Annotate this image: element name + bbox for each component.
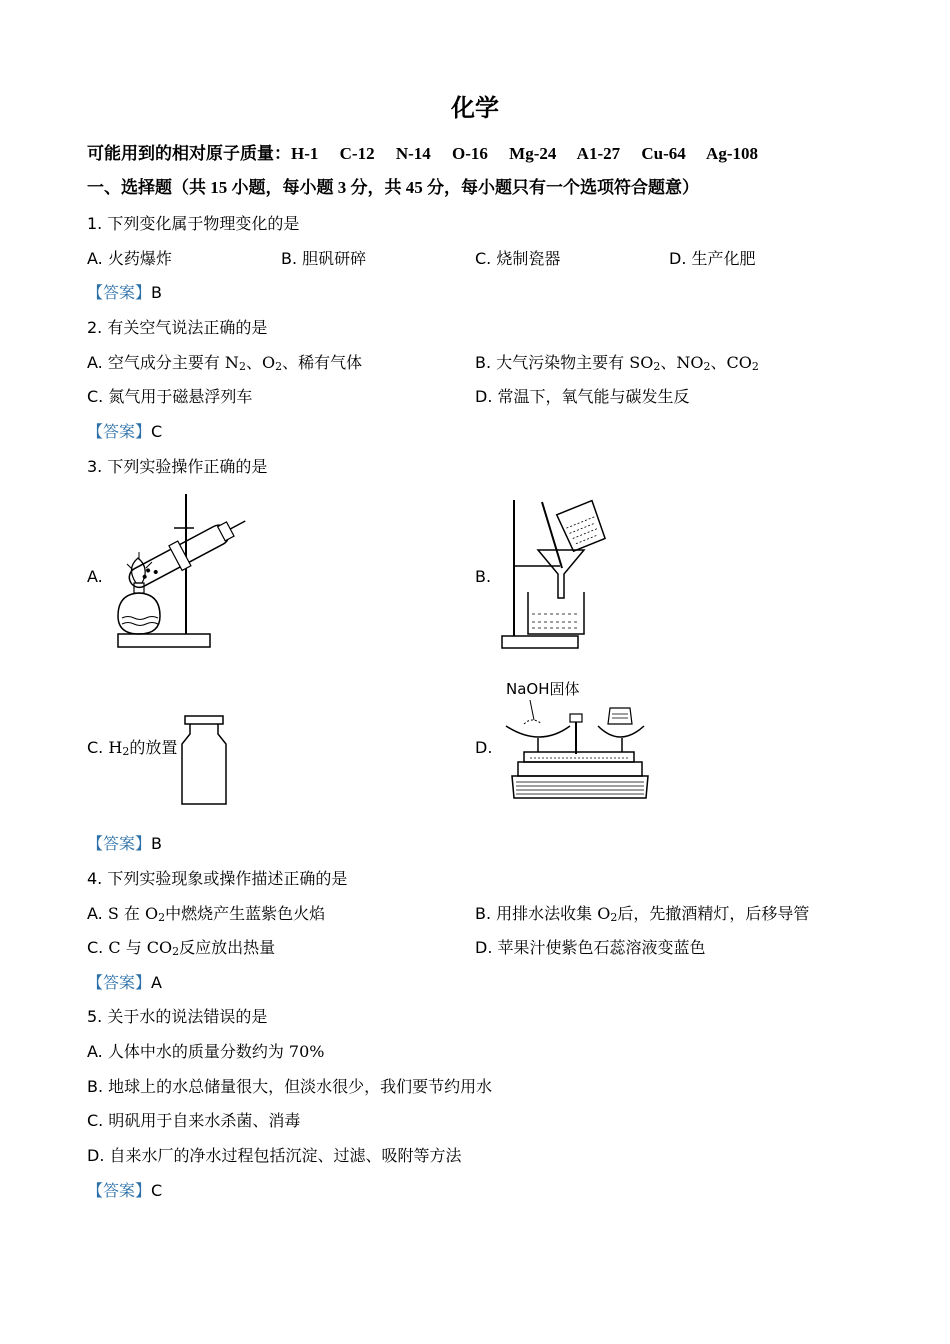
subscript: 2 — [751, 360, 759, 373]
option-label: A. — [87, 249, 103, 268]
q5-answer — [87, 1181, 162, 1201]
option-label: D. — [475, 387, 493, 406]
q1-option-a — [87, 249, 172, 269]
q2-option-d — [475, 387, 690, 407]
question-2-stem — [87, 318, 267, 338]
question-number: 3. — [87, 457, 103, 476]
q2-option-a — [87, 353, 362, 373]
answer-tag: 【答案】 — [87, 973, 152, 992]
q1-option-c — [475, 249, 560, 269]
q2-option-b — [475, 353, 759, 373]
option-text: 自来水厂的净水过程包括沉淀、过滤、吸附等方法 — [109, 1146, 462, 1165]
answer-value: C — [151, 1181, 163, 1200]
option-text: 火药爆炸 — [107, 249, 172, 268]
option-text: 大气污染物主要有 SO — [496, 353, 654, 372]
q4-answer — [87, 973, 162, 993]
option-label: C. — [87, 387, 104, 406]
option-label: D. — [87, 1146, 105, 1165]
q4-option-d — [475, 938, 706, 958]
option-label: B. — [475, 904, 492, 923]
option-label: A. — [87, 353, 103, 372]
q5-option-d — [87, 1146, 462, 1166]
option-text: 苹果汁使紫色石蕊溶液变蓝色 — [497, 938, 706, 957]
q4-option-b — [475, 904, 809, 924]
stem-text: 下列变化属于物理变化的是 — [107, 214, 300, 233]
stem-text: 关于水的说法错误的是 — [107, 1007, 268, 1026]
option-label: A. — [87, 1042, 103, 1061]
q5-option-b — [87, 1077, 492, 1097]
q1-answer — [87, 283, 162, 303]
subscript: 2 — [275, 360, 283, 373]
question-number: 1. — [87, 214, 103, 233]
option-label: B. — [87, 1077, 104, 1096]
option-text: 烧制瓷器 — [496, 249, 561, 268]
option-text: S 在 O — [107, 904, 159, 923]
atomic-mass-header: 可能用到的相对原子质量：H-1 C-12 N-14 O-16 Mg-24 A1-27 Cu-64 Ag-108 — [87, 144, 758, 163]
question-1-stem — [87, 214, 299, 234]
balance-weighing-figure — [500, 676, 650, 802]
heating-test-tube-figure — [108, 488, 258, 653]
subscript: 2 — [158, 911, 166, 924]
option-text: 的放置 — [129, 738, 178, 757]
option-text: 反应放出热量 — [179, 938, 276, 957]
option-text: 胆矾研碎 — [302, 249, 367, 268]
subscript: 2 — [610, 911, 618, 924]
q3-option-b-label: B. — [475, 567, 492, 586]
q4-option-a — [87, 904, 325, 924]
subscript: 2 — [238, 360, 246, 373]
answer-tag: 【答案】 — [87, 283, 152, 302]
option-text: 人体中水的质量分数约为 70% — [107, 1042, 325, 1061]
page-title: 化学 — [451, 93, 499, 122]
answer-value: B — [151, 283, 162, 302]
question-5-stem — [87, 1007, 267, 1027]
answer-tag: 【答案】 — [87, 422, 152, 441]
stem-text: 有关空气说法正确的是 — [107, 318, 268, 337]
q2-option-c — [87, 387, 252, 407]
answer-value: C — [151, 422, 163, 441]
subscript: 2 — [653, 360, 661, 373]
answer-value: B — [151, 834, 162, 853]
answer-tag: 【答案】 — [87, 1181, 152, 1200]
answer-tag: 【答案】 — [87, 834, 152, 853]
option-label: B. — [475, 353, 492, 372]
gas-bottle-figure — [178, 714, 230, 806]
q1-option-d — [669, 249, 756, 269]
option-label: C. — [87, 1111, 104, 1130]
question-3-stem — [87, 457, 267, 477]
option-text: 、CO — [710, 353, 752, 372]
option-label: C. — [87, 938, 104, 957]
question-4-stem — [87, 869, 347, 889]
option-text: 常温下，氧气能与碳发生反 — [497, 387, 690, 406]
answer-value: A — [151, 973, 162, 992]
question-number: 4. — [87, 869, 103, 888]
q2-answer — [87, 422, 162, 442]
q3-answer — [87, 834, 162, 854]
option-text: 生产化肥 — [691, 249, 756, 268]
q3-option-d-label: D. — [475, 738, 493, 757]
question-number: 5. — [87, 1007, 103, 1026]
option-text: 地球上的水总储量很大，但淡水很少，我们要节约用水 — [108, 1077, 493, 1096]
q3-option-a-label: A. — [87, 567, 103, 586]
option-text: 空气成分主要有 N — [107, 353, 239, 372]
option-label: B. — [281, 249, 298, 268]
question-number: 2. — [87, 318, 103, 337]
option-text: C 与 CO — [108, 938, 173, 957]
q1-option-b — [281, 249, 366, 269]
option-label: D. — [669, 249, 687, 268]
option-label: C. — [475, 249, 492, 268]
option-text: H — [108, 738, 123, 757]
option-label: D. — [475, 938, 493, 957]
subscript: 2 — [172, 945, 180, 958]
section-heading: 一、选择题（共 15 小题，每小题 3 分，共 45 分，每小题只有一个选项符合题意） — [87, 178, 699, 197]
q5-option-c — [87, 1111, 300, 1131]
option-label: A. — [87, 904, 103, 923]
stem-text: 下列实验现象或操作描述正确的是 — [107, 869, 348, 888]
option-text: 用排水法收集 O — [496, 904, 611, 923]
option-text: 、O — [245, 353, 276, 372]
option-text: 、NO — [660, 353, 704, 372]
filtration-figure — [500, 494, 610, 650]
option-label: C. — [87, 738, 104, 757]
fig-label-naoh: NaOH固体 — [506, 680, 580, 698]
option-text: 氮气用于磁悬浮列车 — [108, 387, 253, 406]
q5-option-a — [87, 1042, 325, 1062]
subscript: 2 — [122, 745, 130, 758]
subscript: 2 — [703, 360, 711, 373]
option-text: 明矾用于自来水杀菌、消毒 — [108, 1111, 301, 1130]
q3-option-c — [87, 738, 177, 758]
option-text: 中燃烧产生蓝紫色火焰 — [165, 904, 326, 923]
stem-text: 下列实验操作正确的是 — [107, 457, 268, 476]
option-text: 、稀有气体 — [282, 353, 363, 372]
option-text: 后，先撤酒精灯，后移导管 — [617, 904, 810, 923]
q4-option-c — [87, 938, 275, 958]
